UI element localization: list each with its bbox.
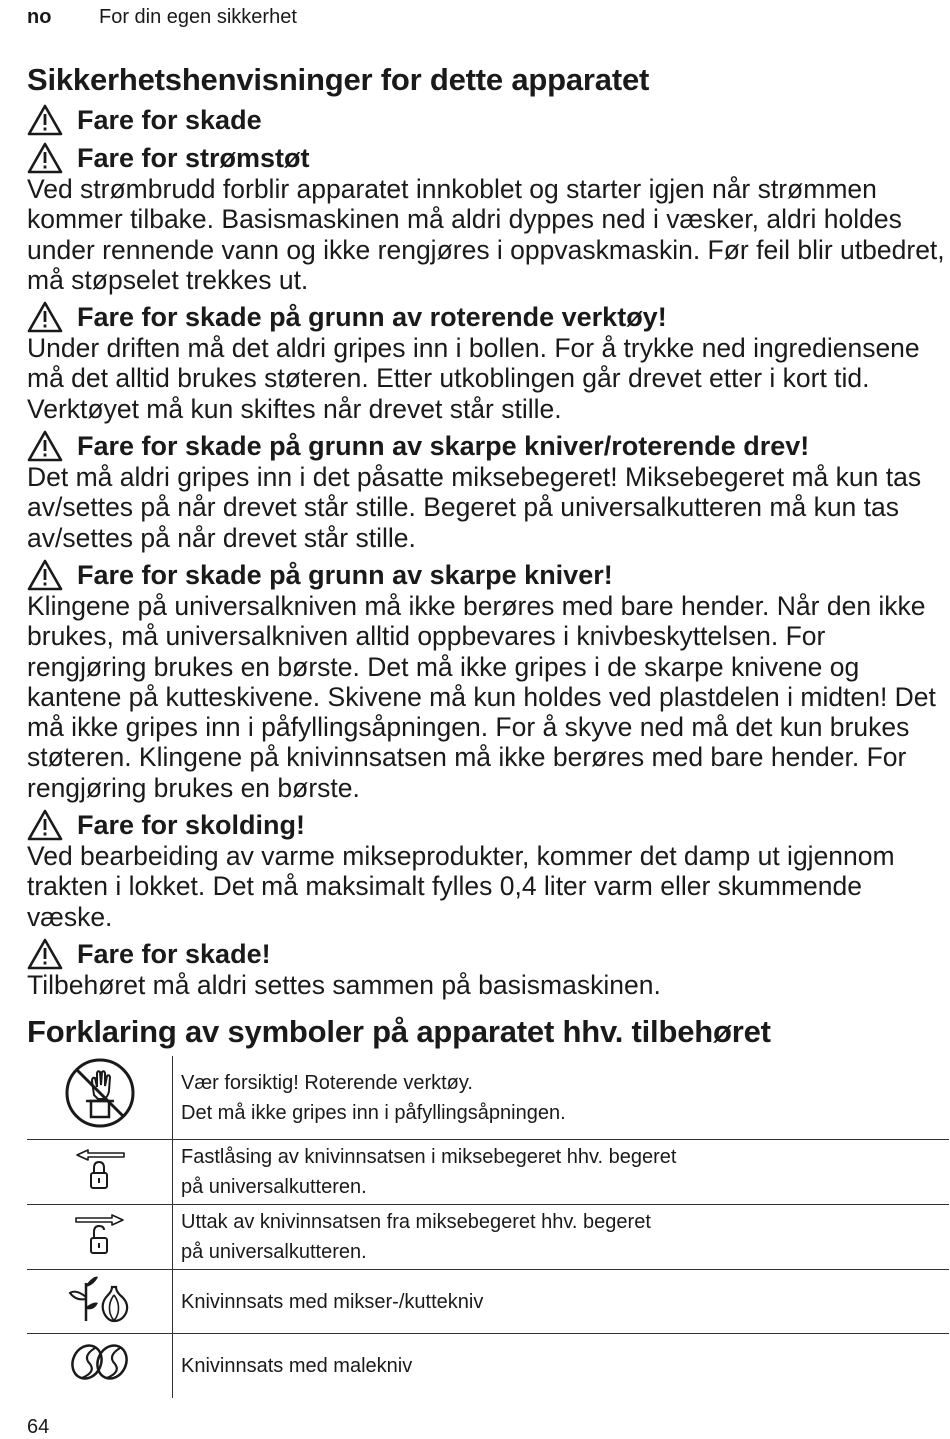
warning-triangle-icon [27, 430, 63, 462]
symbol-cell [27, 1140, 173, 1205]
symbol-cell [27, 1205, 173, 1270]
symbols-section-title: Forklaring av symboler på apparatet hhv. tilbehøret [27, 1014, 771, 1050]
table-row [27, 1056, 949, 1140]
herb-onion-icon [64, 1271, 136, 1323]
symbol-description-line: Fastlåsing av knivinnsatsen i miksebegeret hhv. begeret [181, 1146, 677, 1169]
table-row [27, 1205, 949, 1270]
warning-triangle-icon [27, 809, 63, 841]
warning-heading [27, 430, 947, 462]
warning-triangle-icon [27, 559, 63, 591]
page-title: Sikkerhetshenvisninger for dette apparatet [27, 62, 650, 97]
warning-triangle-icon [27, 142, 63, 174]
symbol-description [173, 1140, 950, 1205]
warning-body: Under driften må det aldri gripes inn i bollen. For å trykke ned ingrediensene må det alltid brukes støteren. Etter utkoblingen går drevet etter i kort tid. Verktøyet må kun skiftes når drevet står stille. [27, 333, 920, 424]
warning-body: Tilbehøret må aldri settes sammen på basismaskinen. [27, 969, 661, 1000]
symbol-description-line: Knivinnsats med mikser-/kuttekniv [181, 1290, 484, 1313]
coffee-beans-icon [68, 1342, 132, 1382]
warning-heading [27, 142, 947, 174]
lock-arrow-left-icon [72, 1143, 128, 1193]
language-code: no [27, 6, 52, 28]
unlock-arrow-right-icon [72, 1208, 128, 1258]
warning-heading-text: Fare for skade på grunn av roterende verktøy! [77, 302, 667, 333]
symbol-description-line: Det må ikke gripes inn i påfyllingsåpningen. [181, 1101, 566, 1124]
symbols-table [27, 1056, 949, 1398]
table-row [27, 1140, 949, 1205]
warning-body: Ved bearbeiding av varme mikseprodukter, kommer det damp ut igjennom trakten i lokket. Det må maksimalt fylles 0,4 liter varm eller skummende væske. [27, 841, 895, 932]
no-hand-in-opening-icon [64, 1057, 136, 1129]
warning-heading-text: Fare for skade! [77, 938, 271, 969]
warning-triangle-icon [27, 938, 63, 970]
warning-heading-text: Fare for strømstøt [77, 143, 310, 173]
symbol-cell [27, 1334, 173, 1399]
page-number: 64 [27, 1416, 50, 1438]
symbol-description [173, 1334, 950, 1399]
warning-heading-text: Fare for skade [77, 105, 262, 135]
warning-body: Klingene på universalkniven må ikke berøres med bare hender. Når den ikke brukes, må universalkniven alltid oppbevares i knivbeskyttelsen. For rengjøring brukes en børste. Det må ikke gripes i de skarpe knivene og kantene på kutteskivene. Skivene må kun holdes ved plastdelen i midten! Det må ikke gripes inn i påfyllingsåpningen. For å skyve ned må det kun brukes støteren. Klingene på knivinnsatsen må ikke berøres med bare hender. For rengjøring brukes en børste. [27, 590, 936, 803]
warning-body: Ved strømbrudd forblir apparatet innkoblet og starter igjen når strømmen kommer tilbake. Basismaskinen må aldri dyppes ned i væsker, aldri holdes under rennende vann og ikke rengjøres i oppvaskmaskin. Før feil blir utbedret, må støpselet trekkes ut. [27, 174, 945, 295]
symbol-description-line: Uttak av knivinnsatsen fra miksebegeret hhv. begeret [181, 1211, 651, 1234]
warning-heading [27, 104, 947, 136]
symbol-cell [27, 1056, 173, 1140]
warning-triangle-icon [27, 104, 63, 136]
symbol-description [173, 1205, 950, 1270]
warning-heading-text: Fare for skade på grunn av skarpe kniver/roterende drev! [77, 431, 810, 462]
symbol-description-line: på universalkutteren. [181, 1176, 367, 1199]
symbol-description [173, 1056, 950, 1140]
table-row [27, 1334, 949, 1399]
warning-heading [27, 559, 947, 591]
warning-heading-text: Fare for skolding! [77, 810, 306, 841]
main-content [27, 62, 947, 1398]
symbol-cell [27, 1270, 173, 1334]
symbol-description-line: på universalkutteren. [181, 1241, 367, 1264]
section-name: For din egen sikkerhet [99, 6, 297, 28]
symbol-description-line: Knivinnsats med malekniv [181, 1355, 413, 1378]
warning-heading [27, 938, 947, 970]
warning-heading [27, 809, 947, 841]
symbol-description [173, 1270, 950, 1334]
warning-heading [27, 301, 947, 333]
warning-triangle-icon [27, 301, 63, 333]
warning-heading-text: Fare for skade på grunn av skarpe kniver! [77, 559, 613, 590]
table-row [27, 1270, 949, 1334]
warning-body: Det må aldri gripes inn i det påsatte miksebegeret! Miksebegeret må kun tas av/settes på når drevet står stille. Begeret på universalkutteren må kun tas av/settes på når drevet står stille. [27, 462, 922, 553]
page-header [27, 6, 297, 29]
symbol-description-line: Vær forsiktig! Roterende verktøy. [181, 1071, 473, 1094]
